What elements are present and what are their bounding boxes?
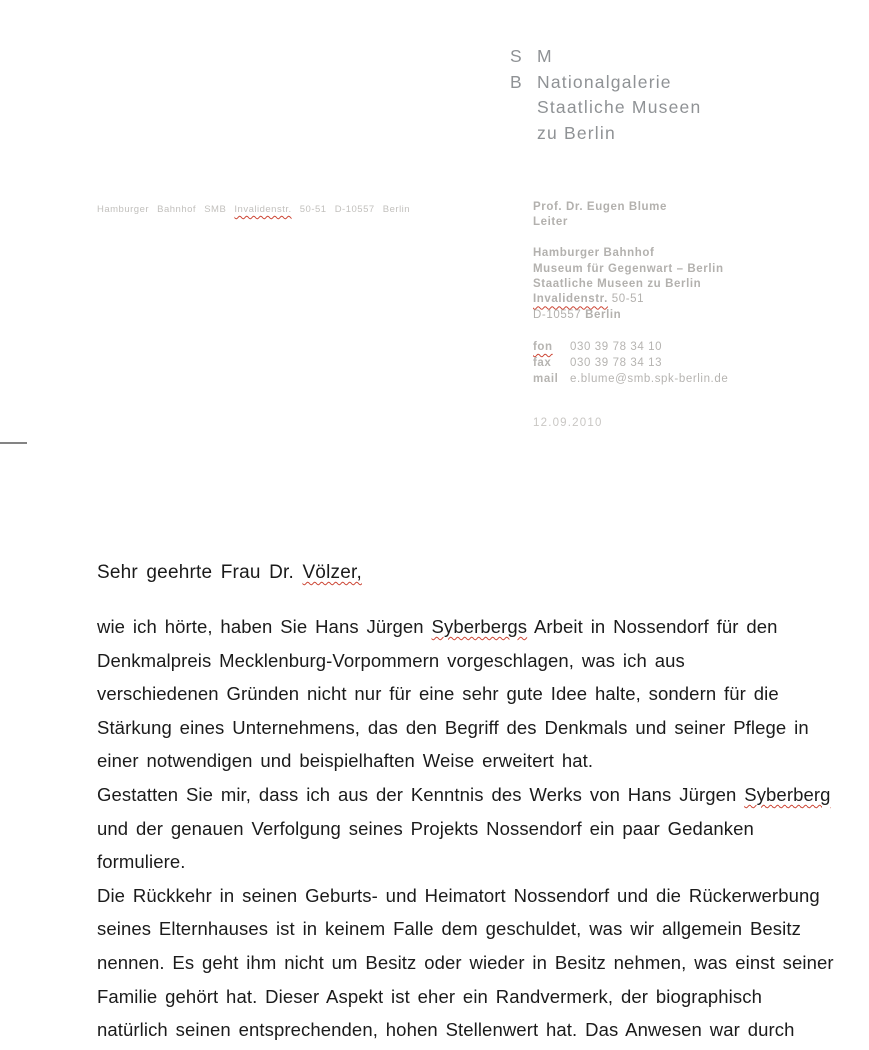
- spellcheck-flagged-word: fon: [533, 341, 553, 353]
- text-segment: fax: [533, 357, 552, 369]
- text-line: [533, 246, 724, 261]
- text-line: [97, 711, 857, 745]
- spellcheck-flagged-word: Völzer,: [302, 562, 362, 583]
- text-segment: Gestatten Sie mir, dass ich aus der Kenntnis des Werks von Hans Jürgen: [97, 783, 745, 805]
- text-line: [510, 95, 701, 121]
- text-segment: Staatliche Museen: [537, 97, 702, 117]
- text-line: [510, 44, 701, 70]
- text-line: [97, 744, 857, 778]
- spellcheck-flagged-word: Syberbergs: [431, 616, 528, 637]
- text-segment: Prof. Dr. Eugen Blume: [533, 201, 668, 213]
- contact-address-block: [533, 200, 724, 323]
- text-line: [97, 644, 857, 678]
- text-segment: mail: [533, 373, 559, 385]
- text-line: [97, 980, 857, 1014]
- text-segment: Denkmalpreis Mecklenburg-Vorpommern vorgeschlagen, was ich aus: [97, 649, 685, 671]
- text-segment: Die Rückkehr in seinen Geburts- und Heimatort Nossendorf und die Rückerwerbung: [97, 884, 820, 906]
- text-segment: S: [510, 46, 523, 66]
- text-line: [533, 355, 728, 371]
- text-line: [97, 204, 410, 215]
- text-line: [533, 231, 724, 246]
- text-line: [533, 339, 728, 355]
- text-segment: D-10557: [533, 308, 586, 321]
- spellcheck-flagged-word: Invalidenstr.: [234, 204, 292, 215]
- text-segment: 50-51 D-10557 Berlin: [291, 204, 411, 215]
- fold-mark: [0, 442, 27, 444]
- spellcheck-flagged-word: Invalidenstr.: [533, 293, 608, 306]
- text-segment: Nationalgalerie: [537, 71, 672, 92]
- phone-fax-mail-block: [533, 339, 728, 387]
- text-segment: und der genauen Verfolgung seines Projekts Nossendorf ein paar Gedanken: [97, 817, 754, 839]
- text-line: [97, 560, 362, 586]
- text-line: [533, 200, 724, 215]
- text-line: [533, 277, 724, 292]
- text-segment: nennen. Es geht ihm nicht um Besitz oder wieder in Besitz nehmen, was einst seiner: [97, 951, 834, 973]
- sender-return-address: [97, 204, 410, 215]
- smb-nationalgalerie-logo: [510, 44, 701, 146]
- text-line: [533, 371, 728, 387]
- text-line: [97, 845, 857, 879]
- text-segment: 030 39 78 34 10: [570, 341, 663, 353]
- text-line: [97, 1013, 857, 1047]
- text-segment: Staatliche Museen zu Berlin: [533, 278, 702, 291]
- text-segment: 50-51: [607, 293, 645, 306]
- text-line: [97, 778, 857, 812]
- text-line: [510, 121, 701, 147]
- text-segment: Sehr geehrte Frau Dr.: [97, 562, 303, 583]
- text-segment: verschiedenen Gründen nicht nur für eine sehr gute Idee halte, sondern für die: [97, 683, 779, 705]
- text-segment: Stärkung eines Unternehmens, das den Begriff des Denkmals und seiner Pflege in: [97, 716, 809, 738]
- text-segment: zu Berlin: [537, 122, 616, 143]
- text-line: [97, 879, 857, 913]
- text-segment: Berlin: [585, 308, 622, 321]
- text-segment: Hamburger Bahnhof: [533, 247, 655, 260]
- text-line: [510, 70, 701, 96]
- text-line: [533, 262, 724, 277]
- spellcheck-flagged-word: Syberberg: [744, 783, 831, 805]
- text-segment: Hamburger Bahnhof SMB: [97, 204, 235, 215]
- text-segment: M: [537, 46, 553, 66]
- text-segment: e.blume@smb.spk-berlin.de: [570, 373, 729, 385]
- text-segment: 030 39 78 34 13: [570, 357, 663, 369]
- salutation: [97, 560, 362, 586]
- text-segment: einer notwendigen und beispielhaften Weise erweitert hat.: [97, 750, 594, 772]
- text-line: [97, 912, 857, 946]
- text-line: [97, 677, 857, 711]
- text-segment: Leiter: [533, 216, 568, 229]
- text-segment: formuliere.: [97, 851, 186, 873]
- text-line: [97, 610, 857, 644]
- text-segment: natürlich seinen entsprechenden, hohen Stellenwert hat. Das Anwesen war durch: [97, 1019, 795, 1041]
- letter-body: [97, 610, 857, 1047]
- text-line: [97, 946, 857, 980]
- text-segment: B: [510, 71, 523, 92]
- letter-date: 12.09.2010: [533, 417, 603, 429]
- text-line: [533, 215, 724, 230]
- text-segment: Familie gehört hat. Dieser Aspekt ist eher ein Randvermerk, der biographisch: [97, 985, 762, 1007]
- text-segment: Arbeit in Nossendorf für den: [527, 616, 778, 637]
- text-line: [533, 308, 724, 323]
- text-line: [97, 812, 857, 846]
- text-segment: wie ich hörte, haben Sie Hans Jürgen: [97, 616, 432, 637]
- text-segment: Museum für Gegenwart – Berlin: [533, 262, 724, 275]
- text-line: [533, 292, 724, 307]
- text-segment: seines Elternhauses ist in keinem Falle dem geschuldet, was wir allgemein Besitz: [97, 918, 801, 940]
